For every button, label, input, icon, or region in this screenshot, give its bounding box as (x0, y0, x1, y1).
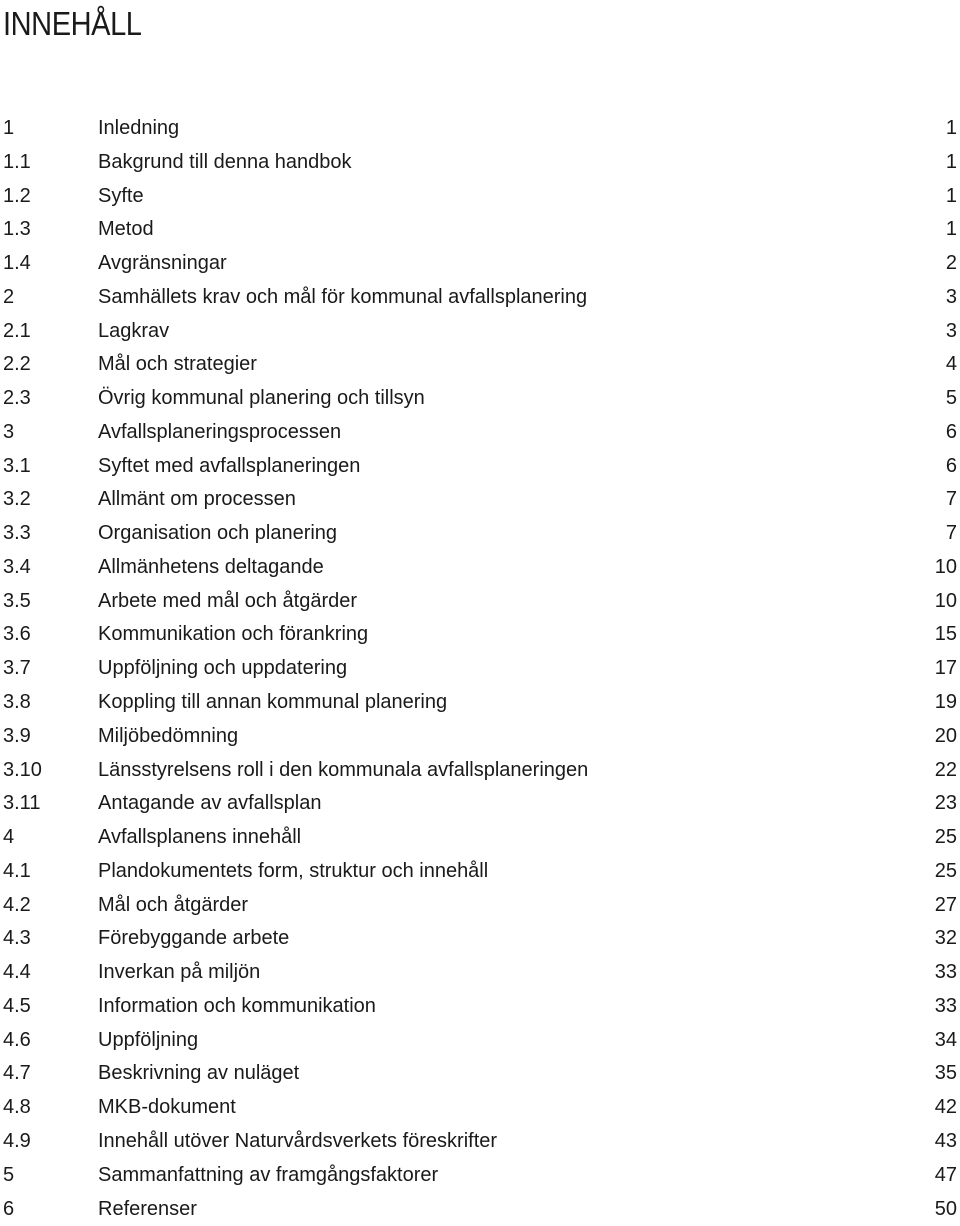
toc-entry-number: 3.5 (3, 585, 31, 619)
toc-entry-number: 3.2 (3, 483, 31, 517)
toc-entry-title: Syfte (98, 180, 144, 214)
toc-entry-number: 4.5 (3, 990, 31, 1024)
toc-entry-number: 3.11 (3, 787, 40, 821)
toc-entry-number: 3.9 (3, 720, 31, 754)
toc-entry-page-number: 42 (935, 1091, 957, 1125)
toc-entry[interactable] (0, 956, 960, 990)
toc-entry-page-number: 1 (946, 146, 957, 180)
toc-entry[interactable] (0, 281, 960, 315)
toc-entry-page-number: 47 (935, 1159, 957, 1193)
toc-entry-title: Allmänhetens deltagande (98, 551, 324, 585)
toc-entry-page-number: 6 (946, 416, 957, 450)
toc-entry-number: 4.3 (3, 922, 31, 956)
toc-entry-title: Uppföljning och uppdatering (98, 652, 347, 686)
toc-entry-page-number: 27 (935, 889, 957, 923)
toc-entry-number: 4.1 (3, 855, 31, 889)
toc-entry-title: Organisation och planering (98, 517, 337, 551)
toc-entry[interactable] (0, 1024, 960, 1058)
toc-entry-number: 3.10 (3, 754, 42, 788)
toc-entry-page-number: 1 (946, 213, 957, 247)
toc-entry[interactable] (0, 517, 960, 551)
toc-entry-number: 1.4 (3, 247, 31, 281)
toc-entry[interactable] (0, 1091, 960, 1125)
toc-entry[interactable] (0, 483, 960, 517)
toc-list (0, 112, 960, 1226)
toc-entry-page-number: 19 (935, 686, 957, 720)
toc-entry[interactable] (0, 213, 960, 247)
toc-entry[interactable] (0, 450, 960, 484)
toc-entry-number: 4.2 (3, 889, 31, 923)
toc-entry-page-number: 33 (935, 956, 957, 990)
toc-entry-page-number: 25 (935, 855, 957, 889)
toc-entry-number: 1.1 (3, 146, 31, 180)
toc-entry-number: 2.3 (3, 382, 31, 416)
toc-entry[interactable] (0, 821, 960, 855)
toc-entry-page-number: 23 (935, 787, 957, 821)
toc-entry[interactable] (0, 146, 960, 180)
toc-entry[interactable] (0, 889, 960, 923)
toc-entry-title: Allmänt om processen (98, 483, 296, 517)
toc-entry-page-number: 10 (935, 585, 957, 619)
toc-entry[interactable] (0, 754, 960, 788)
toc-entry[interactable] (0, 855, 960, 889)
toc-entry-title: Plandokumentets form, struktur och innehåll (98, 855, 488, 889)
toc-entry-number: 4.4 (3, 956, 31, 990)
toc-entry-number: 3.7 (3, 652, 31, 686)
toc-entry-title: Mål och åtgärder (98, 889, 248, 923)
toc-entry-title: Avfallsplaneringsprocessen (98, 416, 341, 450)
toc-entry[interactable] (0, 618, 960, 652)
toc-entry[interactable] (0, 990, 960, 1024)
toc-entry-page-number: 3 (946, 281, 957, 315)
toc-entry-number: 4.6 (3, 1024, 31, 1058)
toc-entry-page-number: 2 (946, 247, 957, 281)
toc-entry-number: 3.1 (3, 450, 31, 484)
toc-entry-number: 4.9 (3, 1125, 31, 1159)
toc-entry-page-number: 7 (946, 517, 957, 551)
toc-entry[interactable] (0, 551, 960, 585)
toc-entry-page-number: 50 (935, 1193, 957, 1226)
toc-entry-page-number: 43 (935, 1125, 957, 1159)
toc-entry[interactable] (0, 180, 960, 214)
toc-entry-title: Lagkrav (98, 315, 169, 349)
page-title: INNEHÅLL (3, 2, 142, 46)
toc-entry-title: Övrig kommunal planering och tillsyn (98, 382, 425, 416)
toc-entry-page-number: 3 (946, 315, 957, 349)
toc-entry-title: Beskrivning av nuläget (98, 1057, 299, 1091)
toc-entry-page-number: 5 (946, 382, 957, 416)
toc-entry-title: Information och kommunikation (98, 990, 376, 1024)
toc-entry-number: 1.2 (3, 180, 31, 214)
toc-entry-number: 3.3 (3, 517, 31, 551)
toc-entry-title: Kommunikation och förankring (98, 618, 368, 652)
toc-entry-title: Syftet med avfallsplaneringen (98, 450, 360, 484)
toc-entry-number: 2.2 (3, 348, 31, 382)
toc-entry-number: 4.8 (3, 1091, 31, 1125)
toc-entry-title: Sammanfattning av framgångsfaktorer (98, 1159, 438, 1193)
toc-entry-number: 5 (3, 1159, 14, 1193)
toc-entry[interactable] (0, 585, 960, 619)
toc-entry-page-number: 4 (946, 348, 957, 382)
toc-entry-title: Länsstyrelsens roll i den kommunala avfallsplaneringen (98, 754, 588, 788)
toc-entry-page-number: 35 (935, 1057, 957, 1091)
toc-entry[interactable] (0, 922, 960, 956)
toc-entry[interactable] (0, 247, 960, 281)
toc-entry-page-number: 15 (935, 618, 957, 652)
toc-entry-title: Arbete med mål och åtgärder (98, 585, 357, 619)
toc-entry-number: 6 (3, 1193, 14, 1226)
toc-entry-title: Samhällets krav och mål för kommunal avfallsplanering (98, 281, 587, 315)
toc-entry-title: Antagande av avfallsplan (98, 787, 322, 821)
toc-entry-page-number: 17 (935, 652, 957, 686)
toc-entry-number: 3 (3, 416, 14, 450)
toc-entry-title: Mål och strategier (98, 348, 257, 382)
toc-entry[interactable] (0, 652, 960, 686)
toc-entry-title: Koppling till annan kommunal planering (98, 686, 447, 720)
toc-entry[interactable] (0, 315, 960, 349)
toc-entry-title: Avgränsningar (98, 247, 227, 281)
toc-entry-page-number: 10 (935, 551, 957, 585)
toc-entry[interactable] (0, 686, 960, 720)
toc-entry[interactable] (0, 787, 960, 821)
toc-entry-page-number: 34 (935, 1024, 957, 1058)
toc-entry-page-number: 25 (935, 821, 957, 855)
toc-entry-number: 3.6 (3, 618, 31, 652)
toc-entry-page-number: 6 (946, 450, 957, 484)
toc-entry-title: Inverkan på miljön (98, 956, 260, 990)
toc-entry-number: 4.7 (3, 1057, 31, 1091)
toc-entry[interactable] (0, 416, 960, 450)
toc-entry-page-number: 22 (935, 754, 957, 788)
toc-entry-page-number: 7 (946, 483, 957, 517)
toc-entry[interactable] (0, 348, 960, 382)
toc-entry-title: Miljöbedömning (98, 720, 238, 754)
toc-entry-title: MKB-dokument (98, 1091, 236, 1125)
toc-entry-title: Referenser (98, 1193, 197, 1226)
toc-entry[interactable] (0, 1159, 960, 1193)
toc-entry[interactable] (0, 1057, 960, 1091)
toc-entry[interactable] (0, 112, 960, 146)
toc-entry-title: Avfallsplanens innehåll (98, 821, 301, 855)
toc-entry[interactable] (0, 1193, 960, 1226)
toc-entry-number: 3.4 (3, 551, 31, 585)
toc-entry-page-number: 20 (935, 720, 957, 754)
toc-entry-title: Inledning (98, 112, 179, 146)
toc-entry-number: 4 (3, 821, 14, 855)
toc-entry-title: Innehåll utöver Naturvårdsverkets föreskrifter (98, 1125, 497, 1159)
toc-entry-title: Bakgrund till denna handbok (98, 146, 352, 180)
toc-entry-title: Uppföljning (98, 1024, 198, 1058)
toc-entry-number: 1 (3, 112, 14, 146)
toc-entry-title: Metod (98, 213, 154, 247)
toc-entry-title: Förebyggande arbete (98, 922, 289, 956)
toc-entry-number: 1.3 (3, 213, 31, 247)
toc-entry-number: 3.8 (3, 686, 31, 720)
toc-entry-page-number: 32 (935, 922, 957, 956)
toc-entry-number: 2.1 (3, 315, 31, 349)
toc-entry[interactable] (0, 720, 960, 754)
toc-entry-page-number: 33 (935, 990, 957, 1024)
toc-entry[interactable] (0, 382, 960, 416)
toc-entry-page-number: 1 (946, 180, 957, 214)
toc-entry-page-number: 1 (946, 112, 957, 146)
toc-entry-number: 2 (3, 281, 14, 315)
toc-entry[interactable] (0, 1125, 960, 1159)
